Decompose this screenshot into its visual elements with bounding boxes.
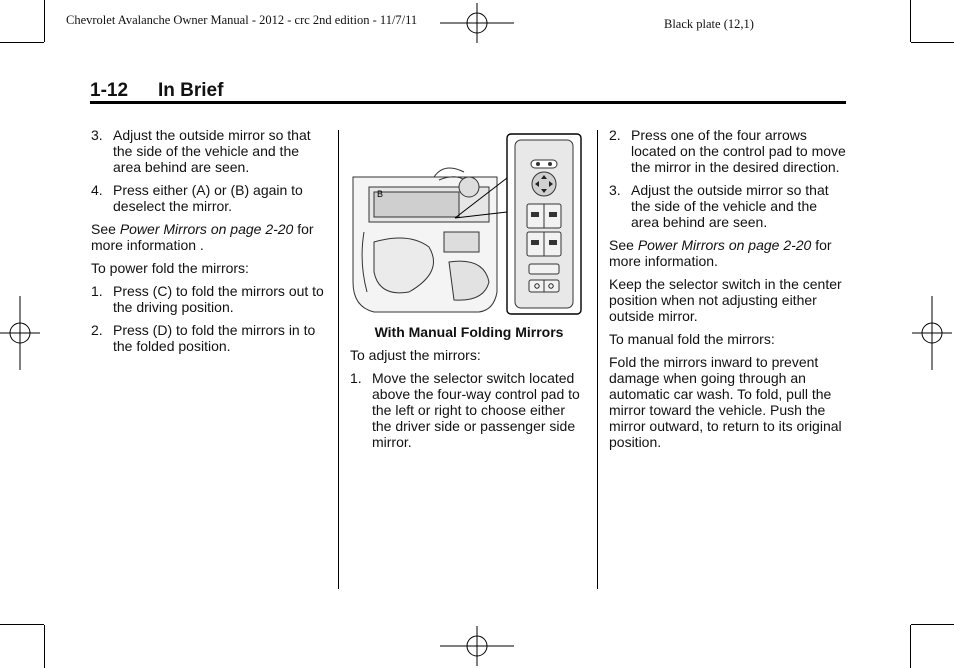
registration-mark-top [440, 3, 514, 43]
paragraph: Keep the selector switch in the center position when not adjusting either outside mirror. [609, 276, 842, 324]
list-number: 1. [91, 283, 103, 299]
see-suffix: for more information . [91, 221, 314, 253]
cross-reference-link[interactable]: Power Mirrors on page 2-20 [637, 237, 812, 253]
paragraph: Fold the mirrors inward to prevent damage when going through an automatic car wash. To fold, pull the mirror toward the vehicle. Push the mirror outward, to return to its original position. [609, 354, 842, 450]
see-prefix: See [609, 237, 638, 253]
crop-mark [911, 42, 954, 43]
list-item [350, 370, 588, 450]
list-text: Press either (A) or (B) again to deselect the mirror. [113, 182, 303, 214]
print-slug: Chevrolet Avalanche Owner Manual - 2012 - crc 2nd edition - 11/7/11 [66, 13, 418, 27]
plate-label: Black plate (12,1) [664, 17, 754, 31]
registration-mark-right [912, 296, 952, 370]
list-item [91, 283, 327, 315]
paragraph: To power fold the mirrors: [91, 260, 249, 276]
list-number: 2. [609, 127, 621, 143]
list-item [609, 182, 847, 230]
registration-mark-left [0, 296, 40, 370]
list-text: Adjust the outside mirror so that the side of the vehicle and the area behind are seen. [113, 127, 311, 175]
see-prefix: See [91, 221, 120, 237]
list-text: Press one of the four arrows located on the control pad to move the mirror in the desired direction. [631, 127, 846, 175]
list-item [91, 182, 327, 214]
list-item [91, 322, 327, 354]
mirror-control-figure [349, 132, 585, 320]
door-panel-illustration [353, 168, 497, 312]
list-text: Press (C) to fold the mirrors out to the driving position. [113, 283, 324, 315]
see-suffix: for more information. [609, 237, 832, 269]
list-number: 4. [91, 182, 103, 198]
crop-mark [911, 624, 954, 625]
column-3 [609, 127, 847, 457]
cross-reference-link[interactable]: Power Mirrors on page 2-20 [119, 221, 294, 237]
window-switch-panel [507, 134, 581, 314]
section-title: In Brief [158, 80, 224, 101]
header-rule [90, 101, 846, 104]
column-1 [91, 127, 327, 361]
crop-mark [44, 625, 45, 668]
paragraph: To adjust the mirrors: [350, 347, 481, 363]
cross-reference [609, 237, 847, 269]
figure-label: B [377, 189, 384, 199]
crop-mark [0, 42, 44, 43]
column-divider [338, 130, 339, 589]
figure-caption: With Manual Folding Mirrors [374, 324, 564, 340]
registration-mark-bottom [440, 626, 514, 666]
section-number: 1-12 [90, 80, 129, 101]
list-item [609, 127, 847, 175]
crop-mark [910, 0, 911, 42]
crop-mark [0, 624, 44, 625]
column-divider [597, 130, 598, 589]
list-number: 3. [609, 182, 621, 198]
list-number: 2. [91, 322, 103, 338]
crop-mark [44, 0, 45, 42]
column-2 [350, 324, 588, 457]
list-text: Adjust the outside mirror so that the side of the vehicle and the area behind are seen. [631, 182, 829, 230]
list-text: Move the selector switch located above the four-way control pad to the left or right to choose either the driver side or passenger side mirror. [372, 370, 580, 450]
list-number: 1. [350, 370, 362, 386]
list-item [91, 127, 327, 175]
cross-reference [91, 221, 327, 253]
paragraph: To manual fold the mirrors: [609, 331, 775, 347]
list-number: 3. [91, 127, 103, 143]
crop-mark [910, 625, 911, 668]
list-text: Press (D) to fold the mirrors in to the folded position. [113, 322, 316, 354]
